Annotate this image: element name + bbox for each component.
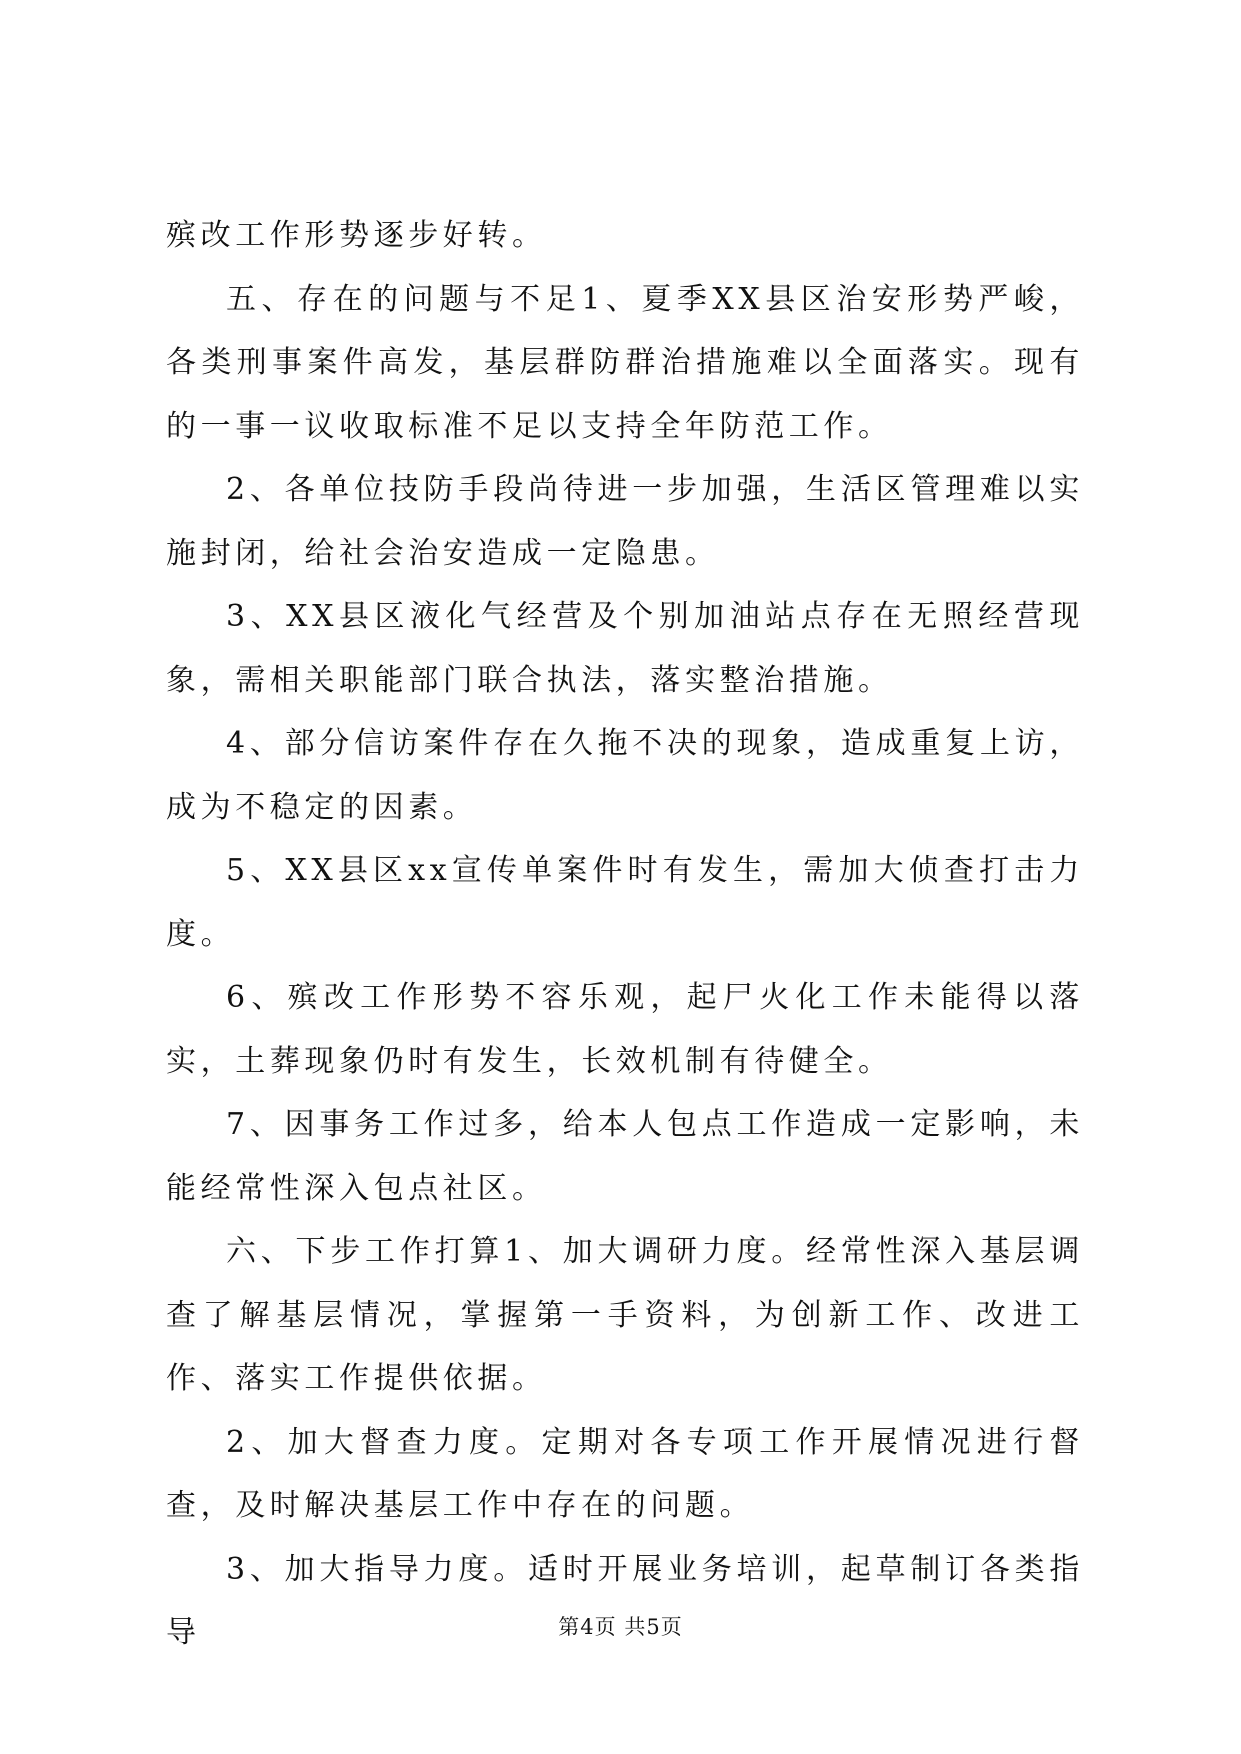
paragraph: 2、各单位技防手段尚待进一步加强，生活区管理难以实施封闭，给社会治安造成一定隐患。 [166, 472, 1084, 571]
paragraph: 6、殡改工作形势不容乐观，起尸火化工作未能得以落实，土葬现象仍时有发生，长效机制有待健全。 [166, 980, 1084, 1079]
paragraph: 5、XX县区xx宣传单案件时有发生，需加大侦查打击力度。 [166, 853, 1084, 952]
paragraph: 殡改工作形势逐步好转。 [166, 218, 547, 253]
paragraph: 六、下步工作打算1、加大调研力度。经常性深入基层调查了解基层情况，掌握第一手资料，为创新工作、改进工作、落实工作提供依据。 [166, 1234, 1084, 1396]
paragraph: 7、因事务工作过多，给本人包点工作造成一定影响，未能经常性深入包点社区。 [166, 1107, 1084, 1206]
page-number-footer: 第4页 共5页 [558, 1615, 683, 1639]
paragraph: 4、部分信访案件存在久拖不决的现象，造成重复上访，成为不稳定的因素。 [166, 726, 1084, 825]
paragraph: 2、加大督查力度。定期对各专项工作开展情况进行督查，及时解决基层工作中存在的问题。 [166, 1424, 1084, 1523]
paragraph: 3、XX县区液化气经营及个别加油站点存在无照经营现象，需相关职能部门联合执法，落实整治措施。 [166, 599, 1084, 698]
document-body [166, 204, 1084, 1665]
paragraph: 3、加大指导力度。适时开展业务培训，起草制订各类指导 [166, 1551, 1084, 1650]
paragraph: 五、存在的问题与不足1、夏季XX县区治安形势严峻，各类刑事案件高发，基层群防群治措施难以全面落实。现有的一事一议收取标准不足以支持全年防范工作。 [166, 281, 1084, 444]
